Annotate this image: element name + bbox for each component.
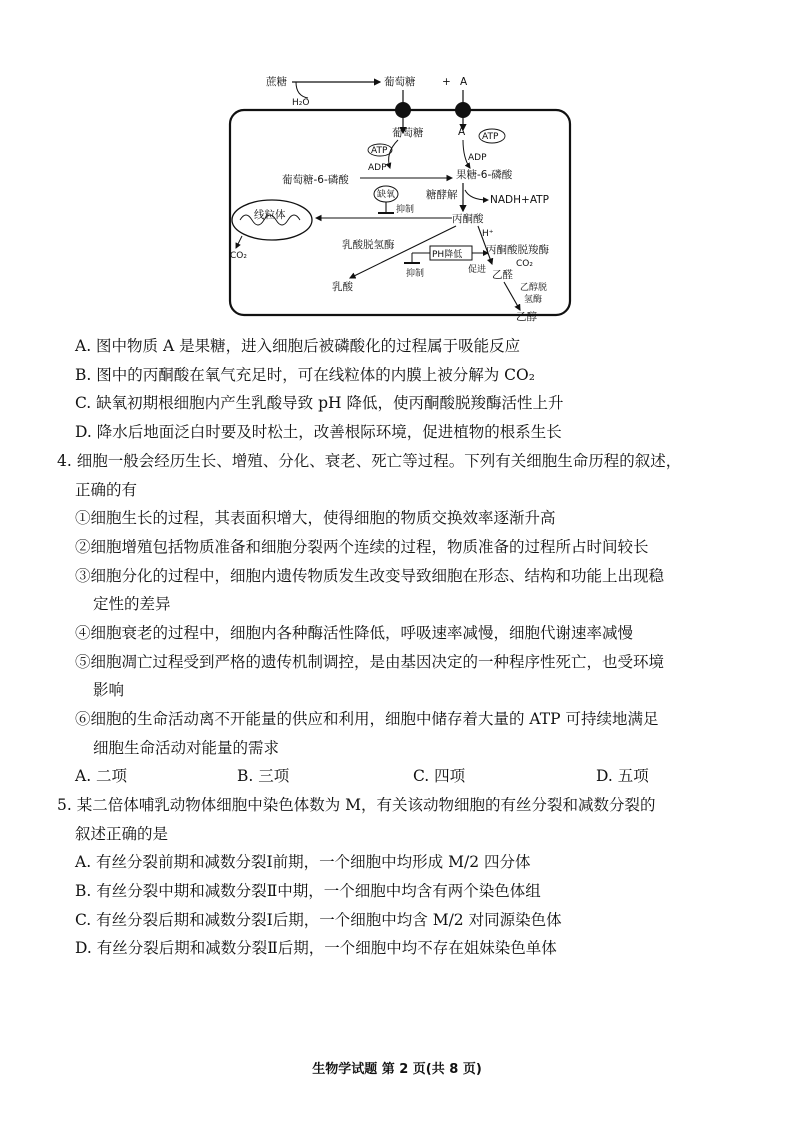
atp1-label: ATP [371,146,388,156]
q4-option-a: A. 二项 [75,767,128,785]
q5-option-b: B. 有丝分裂中期和减数分裂Ⅱ中期，一个细胞中均含有两个染色体组 [75,882,541,900]
adh1-label: 乙醇脱 [520,283,548,293]
glucose-transporter [395,102,411,118]
h-plus-label: H⁺ [482,229,494,239]
adh2-label: 氢酶 [524,295,543,305]
q4-statement-3b: 定性的差异 [93,595,171,613]
diagram-svg [220,68,580,323]
co2-right-label: CO₂ [516,259,533,269]
sucrose-label: 蔗糖 [266,76,287,88]
q5-option-d: D. 有丝分裂后期和减数分裂Ⅱ后期，一个细胞中均不存在姐妹染色单体 [75,939,557,957]
q4-statement-5b: 影响 [93,681,125,699]
q4-option-c: C. 四项 [413,767,466,785]
ldh-label: 乳酸脱氢酶 [342,239,395,251]
q3-option-c: C. 缺氧初期根细胞内产生乳酸导致 pH 降低，使丙酮酸脱羧酶活性上升 [75,394,564,412]
q4-statement-3a: ③细胞分化的过程中，细胞内遗传物质发生改变导致细胞在形态、结构和功能上出现稳 [75,567,665,585]
a-in-label: A [458,126,466,138]
inhibit1-label: 抑制 [396,205,415,215]
glucose-in-label: 葡萄糖 [392,127,424,139]
q4-statement-5a: ⑤细胞凋亡过程受到严格的遗传机制调控，是由基因决定的一种程序性死亡，也受环境 [75,653,665,671]
f6p-label: 果糖-6-磷酸 [456,169,513,181]
promote-label: 促进 [468,265,487,275]
q5-option-a: A. 有丝分裂前期和减数分裂Ⅰ前期，一个细胞中均形成 M/2 四分体 [75,853,531,871]
a-out-label: A [460,76,468,88]
q5-stem-line1: 5. 某二倍体哺乳动物体细胞中染色体数为 M，有关该动物细胞的有丝分裂和减数分裂的 [57,796,656,814]
q3-option-a: A. 图中物质 A 是果糖，进入细胞后被磷酸化的过程属于吸能反应 [75,337,521,355]
q3-option-d: D. 降水后地面泛白时要及时松土，改善根际环境，促进植物的根系生长 [75,423,562,441]
q4-statement-6a: ⑥细胞的生命活动离不开能量的供应和利用，细胞中储存着大量的 ATP 可持续地满足 [75,710,659,728]
metabolism-diagram [220,68,580,323]
ethanol-label: 乙醇 [516,311,537,323]
q4-statement-2: ②细胞增殖包括物质准备和细胞分裂两个连续的过程，物质准备的过程所占时间较长 [75,538,649,556]
anoxia-label: 缺氧 [377,190,396,200]
atp2-label: ATP [482,132,499,142]
adp2-label: ADP [468,153,487,163]
q5-option-c: C. 有丝分裂后期和减数分裂Ⅰ后期，一个细胞中均含 M/2 对同源染色体 [75,911,562,929]
g6p-label: 葡萄糖-6-磷酸 [282,174,349,186]
plus-sign: + [442,76,451,88]
q4-statement-1: ①细胞生长的过程，其表面积增大，使得细胞的物质交换效率逐渐升高 [75,509,556,527]
q4-statement-4: ④细胞衰老的过程中，细胞内各种酶活性降低，呼吸速率减慢，细胞代谢速率减慢 [75,624,634,642]
q5-stem-line2: 叙述正确的是 [75,825,169,843]
q4-stem-line2: 正确的有 [75,481,138,499]
pdc-label: 丙酮酸脱羧酶 [486,244,549,256]
glucose-out-label: 葡萄糖 [384,76,416,88]
ph-drop-label: PH降低 [432,250,463,260]
q4-option-b: B. 三项 [237,767,290,785]
glycolysis-label: 糖酵解 [426,189,458,201]
q4-stem-line1: 4. 细胞一般会经历生长、增殖、分化、衰老、死亡等过程。下列有关细胞生命历程的叙述， [57,452,682,470]
adp1-label: ADP [368,163,387,173]
q4-statement-6b: 细胞生命活动对能量的需求 [93,739,280,757]
a-transporter [455,102,471,118]
q3-option-b: B. 图中的丙酮酸在氧气充足时，可在线粒体的内膜上被分解为 CO₂ [75,366,535,384]
lactic-label: 乳酸 [332,281,353,293]
mito-label: 线粒体 [254,209,286,221]
co2-left-label: CO₂ [230,251,247,261]
nadh-label: NADH+ATP [490,194,549,206]
inhibit2-label: 抑制 [406,269,425,279]
q4-option-d: D. 五项 [596,767,649,785]
page-footer: 生物学试题 第 2 页(共 8 页) [312,1062,482,1077]
acetaldehyde-label: 乙醛 [492,269,513,281]
water-label: H₂O [292,98,310,108]
pyruvate-label: 丙酮酸 [452,213,484,225]
